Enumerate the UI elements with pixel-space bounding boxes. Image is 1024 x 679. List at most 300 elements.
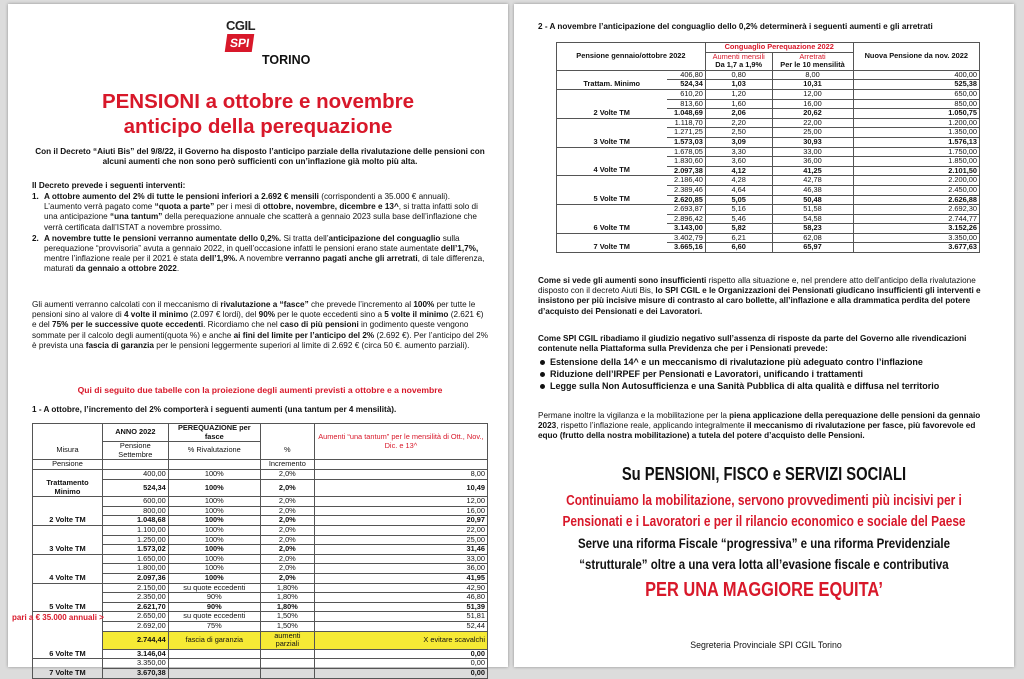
table-row	[557, 109, 980, 119]
pension-value: 1.100,00	[102, 526, 168, 536]
pension-value: 1.250,00	[102, 535, 168, 545]
nuova-pensione-value: 3.677,63	[853, 243, 979, 253]
fasce-part: in godimento queste vengono sommate per il calcolo degli aumenti(quota %) e anche	[32, 320, 469, 340]
item2-part: anticipazione del conguaglio	[328, 233, 441, 243]
arretrati-value: 54,58	[772, 214, 853, 224]
table-row	[557, 137, 980, 147]
nuova-pensione-value: 3.152,26	[853, 224, 979, 234]
aumento-value: 36,00	[314, 564, 487, 574]
header-cell: % Rivalutazione	[168, 442, 260, 460]
logo-cgil-text: CGIL	[226, 18, 256, 33]
rivalutazione-value: 100%	[168, 564, 260, 574]
item-number: 1.	[32, 192, 39, 201]
table2	[556, 42, 980, 253]
aumento-value: 5,82	[705, 224, 772, 234]
item1-part: “quota a parte”	[154, 202, 215, 212]
intervention-item-2	[32, 234, 488, 275]
aumento-value: 8,00	[314, 469, 487, 479]
header-cell: Pensione gennaio/ottobre 2022	[557, 43, 706, 71]
pension-value: 1.048,68	[102, 516, 168, 526]
pension-value: 2.650,00	[102, 612, 168, 622]
table-row	[33, 659, 488, 669]
pension-value: 2.350,00	[102, 593, 168, 603]
table-header-row	[33, 424, 488, 442]
aumento-value: 3,30	[705, 147, 772, 157]
header-cell: Pensione	[33, 460, 103, 470]
incremento-value	[260, 659, 314, 669]
header-cell	[33, 424, 103, 442]
pension-value: 2.097,36	[102, 574, 168, 584]
header-cell: ANNO 2022	[102, 424, 168, 442]
aumento-value: 1,03	[705, 80, 772, 90]
demand-item: Legge sulla Non Autosufficienza e una Sanità Pubblica di alta qualità e diffusa nel territorio	[538, 381, 994, 392]
table-row	[33, 545, 488, 555]
header-cell: PEREQUAZIONE per fasce	[168, 424, 260, 442]
aumento-value: 31,46	[314, 545, 487, 555]
fasce-part: caso di più pensioni	[280, 320, 359, 330]
row-label: 2 Volte TM	[557, 109, 667, 119]
row-label	[33, 631, 103, 649]
aumento-value: 3,60	[705, 157, 772, 167]
pension-value: 600,00	[102, 497, 168, 507]
row-label: 6 Volte TM	[557, 224, 667, 234]
rivalutazione-value: 75%	[168, 621, 260, 631]
pension-value: 3.665,16	[667, 243, 706, 253]
arretrati-value: 41,25	[772, 166, 853, 176]
para3-part: , rispetto l’inflazione reale, applicando integralmente	[556, 421, 747, 431]
aumento-value: 2,20	[705, 118, 772, 128]
header-cell	[260, 424, 314, 442]
slogan-equity: PER UNA MAGGIORE EQUITA’	[645, 579, 883, 601]
item2-part: dell’1,7%,	[440, 244, 479, 254]
pension-value: 2.186,40	[667, 176, 706, 186]
rivalutazione-value: 90%	[168, 593, 260, 603]
aumento-value: 20,97	[314, 516, 487, 526]
row-label	[557, 89, 667, 99]
pension-value: 2.620,85	[667, 195, 706, 205]
table-row	[557, 147, 980, 157]
item1-part: (corrispondenti a 35.000 € annuali). L’aumento verrà pagato come	[44, 192, 451, 212]
row-label: 4 Volte TM	[33, 574, 103, 584]
header-cell: Aumenti mensili	[705, 52, 772, 61]
fasce-part: (2.621 €) e del	[32, 310, 484, 330]
aumento-value: 6,21	[705, 233, 772, 243]
pension-value: 2.693,87	[667, 205, 706, 215]
aumento-value: 51,81	[314, 612, 487, 622]
aumento-value: 0,00	[314, 668, 487, 678]
table-row	[33, 593, 488, 603]
pension-value: 2.896,42	[667, 214, 706, 224]
aumento-value: 12,00	[314, 497, 487, 507]
rivalutazione-value: 100%	[168, 497, 260, 507]
incremento-value: 1,50%	[260, 612, 314, 622]
arretrati-value: 42,78	[772, 176, 853, 186]
arretrati-value: 51,58	[772, 205, 853, 215]
table-row	[557, 205, 980, 215]
row-label: 6 Volte TM	[33, 649, 103, 659]
table-row	[33, 668, 488, 678]
incremento-value: 2,0%	[260, 564, 314, 574]
row-label	[33, 583, 103, 593]
table2-title: 2 - A novembre l’anticipazione del conguaglio dello 0,2% determinerà i seguenti aumenti e gli arretrati	[538, 22, 933, 31]
aumento-value: 51,39	[314, 602, 487, 612]
item2-part: dell’1,9%.	[200, 254, 238, 264]
slogan-red-line1: Continuiamo la mobilitazione, servono provvedimenti più incisivi per i	[566, 493, 962, 509]
header-cell: Misura	[33, 442, 103, 460]
slogan-title: Su PENSIONI, FISCO e SERVIZI SOCIALI	[621, 464, 907, 484]
fasce-part: Gli aumenti verranno calcolati con il meccanismo di	[32, 300, 221, 309]
incremento-value: 1,80%	[260, 602, 314, 612]
table-row	[33, 535, 488, 545]
fasce-part: rivalutazione a “fasce”	[220, 300, 309, 309]
incremento-value: 2,0%	[260, 479, 314, 497]
header-cell	[314, 460, 487, 470]
table2-grid	[556, 42, 980, 253]
signature: Segreteria Provinciale SPI CGIL Torino	[690, 640, 842, 650]
pension-value: 2.692,00	[102, 621, 168, 631]
aumento-value: 4,28	[705, 176, 772, 186]
aumento-value: 10,49	[314, 479, 487, 497]
aumento-value: 1,60	[705, 99, 772, 109]
fasce-part: per tutte le pensioni sino al valore di	[32, 300, 476, 320]
pension-value: 1.271,25	[667, 128, 706, 138]
table-row	[33, 526, 488, 536]
interventions-heading: Il Decreto prevede i seguenti interventi:	[32, 181, 186, 190]
aumento-value: 33,00	[314, 554, 487, 564]
aumento-value: 5,46	[705, 214, 772, 224]
rivalutazione-value: 100%	[168, 506, 260, 516]
incremento-value: 1,80%	[260, 583, 314, 593]
aumento-value: 3,09	[705, 137, 772, 147]
row-label	[33, 593, 103, 603]
row-label	[557, 128, 667, 138]
pension-value: 2.097,38	[667, 166, 706, 176]
left-page	[8, 4, 508, 677]
nuova-pensione-value: 2.200,00	[853, 176, 979, 186]
pension-value: 2.389,46	[667, 185, 706, 195]
row-label: Trattam. Minimo	[557, 80, 667, 90]
arretrati-value: 10,31	[772, 80, 853, 90]
aumento-value: 46,80	[314, 593, 487, 603]
row-label	[557, 176, 667, 186]
arretrati-value: 30,93	[772, 137, 853, 147]
aumento-value: 16,00	[314, 506, 487, 516]
demands-list	[538, 357, 994, 393]
right-page	[514, 4, 1014, 667]
nuova-pensione-value: 3.350,00	[853, 233, 979, 243]
arretrati-value: 12,00	[772, 89, 853, 99]
arretrati-value: 58,23	[772, 224, 853, 234]
nuova-pensione-value: 1.350,00	[853, 128, 979, 138]
demand-item: Riduzione dell’IRPEF per Pensionati e Lavoratori, unificando i trattamenti	[538, 369, 994, 380]
item-number: 2.	[32, 233, 39, 243]
item2-part: da gennaio a ottobre 2022	[75, 264, 177, 274]
nuova-pensione-value: 2.626,88	[853, 195, 979, 205]
rivalutazione-value: 100%	[168, 479, 260, 497]
item1-part: , si tratta infatti solo di una anticipazione	[44, 202, 478, 222]
fasce-part: ai fini del limite per l’anticipo del 2%	[233, 330, 375, 340]
table-row	[33, 574, 488, 584]
rivalutazione-value	[168, 659, 260, 669]
pension-value: 2.150,00	[102, 583, 168, 593]
aumento-value: 0,80	[705, 70, 772, 80]
incremento-value: 2,0%	[260, 574, 314, 584]
pension-value: 3.670,38	[102, 668, 168, 678]
row-label	[33, 526, 103, 536]
item1-part: ottobre, novembre, dicembre e 13^	[262, 202, 399, 212]
table-row	[33, 631, 488, 649]
table-row	[33, 516, 488, 526]
incremento-value: 2,0%	[260, 526, 314, 536]
cgil-spi-logo	[226, 18, 311, 67]
header-cell: Conguaglio Perequazione 2022	[705, 43, 853, 53]
incremento-value: 2,0%	[260, 554, 314, 564]
aumento-value: 0,00	[314, 649, 487, 659]
item1-part: “una tantum”	[110, 212, 163, 222]
item1-part: A ottobre aumento del 2% di tutte le pensioni inferiori a 2.692 € mensili	[44, 192, 319, 201]
rivalutazione-value: su quote eccedenti	[168, 583, 260, 593]
para3-part: Permane inoltre la vigilanza e la mobilitazione per la	[538, 411, 730, 420]
table-row	[33, 564, 488, 574]
item2-part: verranno pagati anche gli arretrati	[285, 254, 418, 264]
aumento-value: 22,00	[314, 526, 487, 536]
pension-value: 1.573,03	[667, 137, 706, 147]
slogan-black-line1: Serve una riforma Fiscale “progressiva” e una riforma Previdenziale	[578, 535, 950, 551]
table-row	[33, 602, 488, 612]
platform-paragraph: Come SPI CGIL ribadiamo il giudizio negativo sull’assenza di risposte da parte del Governo alle rivendicazioni contenute nella Piattaforma sulla Previdenza che per i Pensionati prevede:	[538, 334, 967, 354]
aumento-value: 5,16	[705, 205, 772, 215]
fasce-part: (2.097 € lordi), del	[188, 310, 259, 320]
arretrati-value: 22,00	[772, 118, 853, 128]
row-label: 7 Volte TM	[557, 243, 667, 253]
pension-value: 524,34	[102, 479, 168, 497]
pension-value: 1.800,00	[102, 564, 168, 574]
arretrati-value: 16,00	[772, 99, 853, 109]
rivalutazione-value: 100%	[168, 574, 260, 584]
row-label	[33, 554, 103, 564]
row-label: Trattamento Minimo	[33, 479, 103, 497]
nuova-pensione-value: 1.200,00	[853, 118, 979, 128]
fasce-part: che prevede l’incremento al	[308, 300, 414, 309]
table1	[32, 423, 488, 679]
table-row	[557, 224, 980, 234]
pension-value: 1.678,05	[667, 147, 706, 157]
aumento-value: X evitare scavalchi	[314, 631, 487, 649]
nuova-pensione-value: 525,38	[853, 80, 979, 90]
rivalutazione-value: 100%	[168, 516, 260, 526]
row-label: 3 Volte TM	[33, 545, 103, 555]
fasce-part: 90%	[258, 310, 276, 320]
insufficient-paragraph	[538, 276, 994, 317]
nuova-pensione-value: 2.744,77	[853, 214, 979, 224]
table-row	[33, 583, 488, 593]
incremento-value: 2,0%	[260, 469, 314, 479]
table-row	[557, 166, 980, 176]
intro-paragraph: Con il Decreto “Aiuti Bis” del 9/8/22, il Governo ha disposto l’anticipo parziale della rivalutazione delle pensioni con alcuni aumenti che non sono però sufficienti con un’inflazione già molto più alta.	[35, 147, 485, 167]
arretrati-value: 65,97	[772, 243, 853, 253]
pension-value: 1.650,00	[102, 554, 168, 564]
pension-value: 3.143,00	[667, 224, 706, 234]
nuova-pensione-value: 1.576,13	[853, 137, 979, 147]
nuova-pensione-value: 1.850,00	[853, 157, 979, 167]
incremento-value: 2,0%	[260, 516, 314, 526]
fasce-part: per le quote eccedenti sino a	[275, 310, 385, 320]
pension-value: 800,00	[102, 506, 168, 516]
fasce-part: 75% per le successive quote eccedenti	[52, 320, 204, 330]
arretrati-value: 8,00	[772, 70, 853, 80]
nuova-pensione-value: 2.101,50	[853, 166, 979, 176]
incremento-value: 2,0%	[260, 506, 314, 516]
fasce-paragraph	[32, 300, 488, 351]
row-label	[33, 659, 103, 669]
aumento-value: 4,12	[705, 166, 772, 176]
table1-title: 1 - A ottobre, l’incremento del 2% comporterà i seguenti aumenti (una tantum per 4 mensilità).	[32, 405, 397, 414]
rivalutazione-value: 100%	[168, 554, 260, 564]
row-label: 4 Volte TM	[557, 166, 667, 176]
slogan-red-line2: Pensionati e i Lavoratori e per il rilancio economico e sociale del Paese	[562, 514, 966, 530]
rivalutazione-value: 100%	[168, 545, 260, 555]
pension-value: 610,20	[667, 89, 706, 99]
item2-part: mentre l’inflazione reale per il 2021 è stata	[44, 254, 201, 264]
fasce-part: . Ricordiamo che nel	[203, 320, 281, 330]
header-cell: Nuova Pensione da nov. 2022	[853, 43, 979, 71]
fasce-part: per le pensioni leggermente superiori al limite di 2.692 € (circa 50 €. aumento parziali).	[153, 340, 470, 350]
rivalutazione-value: fascia di garanzia	[168, 631, 260, 649]
para3-part: piena applicazione della perequazione delle pensioni da gennaio 2023	[538, 411, 981, 431]
item2-part: A novembre tutte le pensioni verranno aumentate dello 0,2%.	[44, 233, 282, 243]
table-header-row	[557, 43, 980, 53]
pension-value: 813,60	[667, 99, 706, 109]
item2-part: A novembre	[237, 254, 286, 264]
incremento-value	[260, 649, 314, 659]
table-row	[557, 195, 980, 205]
para3-part: il meccanismo di rivalutazione per fasce, più favorevole ed equo (frutto della nostra mobilitazione) a tutela del potere d’acquisto delle Pensioni.	[538, 421, 976, 441]
arretrati-value: 62,08	[772, 233, 853, 243]
aumento-value: 2,50	[705, 128, 772, 138]
rivalutazione-value: su quote eccedenti	[168, 612, 260, 622]
rivalutazione-value: 100%	[168, 535, 260, 545]
arretrati-value: 36,00	[772, 157, 853, 167]
incremento-value: 1,80%	[260, 593, 314, 603]
pension-value: 3.146,04	[102, 649, 168, 659]
row-label	[33, 497, 103, 507]
logo-city-text: TORINO	[262, 53, 311, 67]
rivalutazione-value: 100%	[168, 526, 260, 536]
aumento-value: 4,64	[705, 185, 772, 195]
header-cell: Pensione Settembre	[102, 442, 168, 460]
table-row	[557, 176, 980, 186]
incremento-value: 2,0%	[260, 535, 314, 545]
row-label	[33, 621, 103, 631]
header-cell: Da 1,7 a 1,9%	[705, 61, 772, 70]
rivalutazione-value: 100%	[168, 469, 260, 479]
table-row	[33, 554, 488, 564]
rivalutazione-value: 90%	[168, 602, 260, 612]
aumento-value: 6,60	[705, 243, 772, 253]
row-label	[557, 118, 667, 128]
nuova-pensione-value: 2.692,30	[853, 205, 979, 215]
header-cell: Aumenti “una tantum” per le mensilità di Ott., Nov., Dic. e 13^	[314, 424, 487, 460]
nuova-pensione-value: 1.050,75	[853, 109, 979, 119]
table-row	[33, 479, 488, 497]
incremento-value	[260, 668, 314, 678]
incremento-value: aumenti parziali	[260, 631, 314, 649]
arretrati-value: 25,00	[772, 128, 853, 138]
aumento-value: 1,20	[705, 89, 772, 99]
pension-value: 524,34	[667, 80, 706, 90]
aumento-value: 42,90	[314, 583, 487, 593]
fasce-part: (2.692 €). Per l’anticipo del 2% è prevista una	[32, 330, 488, 350]
table-row	[33, 497, 488, 507]
aumento-value: 5,05	[705, 195, 772, 205]
table-row	[557, 80, 980, 90]
item2-part: , di tale differenza, maturati	[44, 254, 485, 274]
nuova-pensione-value: 650,00	[853, 89, 979, 99]
table1-grid	[32, 423, 488, 679]
fasce-part: fascia di garanzia	[85, 340, 154, 350]
tables-intro: Qui di seguito due tabelle con la proiezione degli aumenti previsti a ottobre e a novembre	[77, 385, 443, 395]
table1-side-note: pari a € 35.000 annuali >	[12, 613, 104, 622]
slogan-black-line2: “strutturale” oltre a una vera lotta all’evasione fiscale e contributiva	[579, 556, 949, 572]
table-header-row	[33, 460, 488, 470]
item1-part: della perequazione annuale che scatterà a gennaio 2023 sulla base dell’inflazione che verrà certificata dall’ISTAT a novembre prossimo.	[44, 212, 477, 232]
table-row	[33, 469, 488, 479]
arretrati-value: 20,62	[772, 109, 853, 119]
pension-value: 2.621,70	[102, 602, 168, 612]
nuova-pensione-value: 2.450,00	[853, 185, 979, 195]
header-cell: %	[260, 442, 314, 460]
table-row	[33, 649, 488, 659]
demand-item: Estensione della 14^ e un meccanismo di rivalutazione più adeguato contro l’inflazione	[538, 357, 994, 368]
aumento-value: 52,44	[314, 621, 487, 631]
table-row	[557, 118, 980, 128]
para1-part: lo SPI CGIL e le Organizzazioni dei Pensionati giudicano insufficienti gli interventi e insistono per più incisive misure di contrasto al caro bollette, all’inflazione e alla drammatica perdita del potere d’acquisto dei Pensionati e dei Lavoratori.	[538, 286, 981, 316]
nuova-pensione-value: 850,00	[853, 99, 979, 109]
item2-part: Si tratta dell’	[281, 233, 329, 243]
logo-spi-text: SPI	[225, 34, 255, 52]
fasce-part: 100%	[413, 300, 435, 309]
item1-part: per i mesi di	[214, 202, 263, 212]
nuova-pensione-value: 1.750,00	[853, 147, 979, 157]
row-label: 5 Volte TM	[33, 602, 103, 612]
nuova-pensione-value: 400,00	[853, 70, 979, 80]
rivalutazione-value	[168, 668, 260, 678]
vigilance-paragraph	[538, 411, 994, 442]
table-row	[557, 128, 980, 138]
arretrati-value: 50,48	[772, 195, 853, 205]
row-label: 7 Volte TM	[33, 668, 103, 678]
page-title-line1: PENSIONI a ottobre e novembre	[101, 90, 415, 113]
intervention-item-1	[32, 192, 488, 233]
row-label: 3 Volte TM	[557, 137, 667, 147]
table-row	[33, 621, 488, 631]
arretrati-value: 33,00	[772, 147, 853, 157]
item2-part: sulla perequazione “provvisoria” avuta a gennaio 2022, in quell’occasione infatti le pensioni erano state aumentate	[44, 233, 460, 254]
aumento-value: 0,00	[314, 659, 487, 669]
row-label: 5 Volte TM	[557, 195, 667, 205]
fasce-part: 5 volte il minimo	[384, 310, 449, 320]
row-label: 2 Volte TM	[33, 516, 103, 526]
table-row	[557, 243, 980, 253]
pension-value: 3.350,00	[102, 659, 168, 669]
interventions-list	[32, 192, 488, 276]
pension-value: 2.744,44	[102, 631, 168, 649]
row-label	[557, 205, 667, 215]
header-cell: Incremento	[260, 460, 314, 470]
incremento-value: 2,0%	[260, 545, 314, 555]
aumento-value: 2,06	[705, 109, 772, 119]
pension-value: 1.573,02	[102, 545, 168, 555]
